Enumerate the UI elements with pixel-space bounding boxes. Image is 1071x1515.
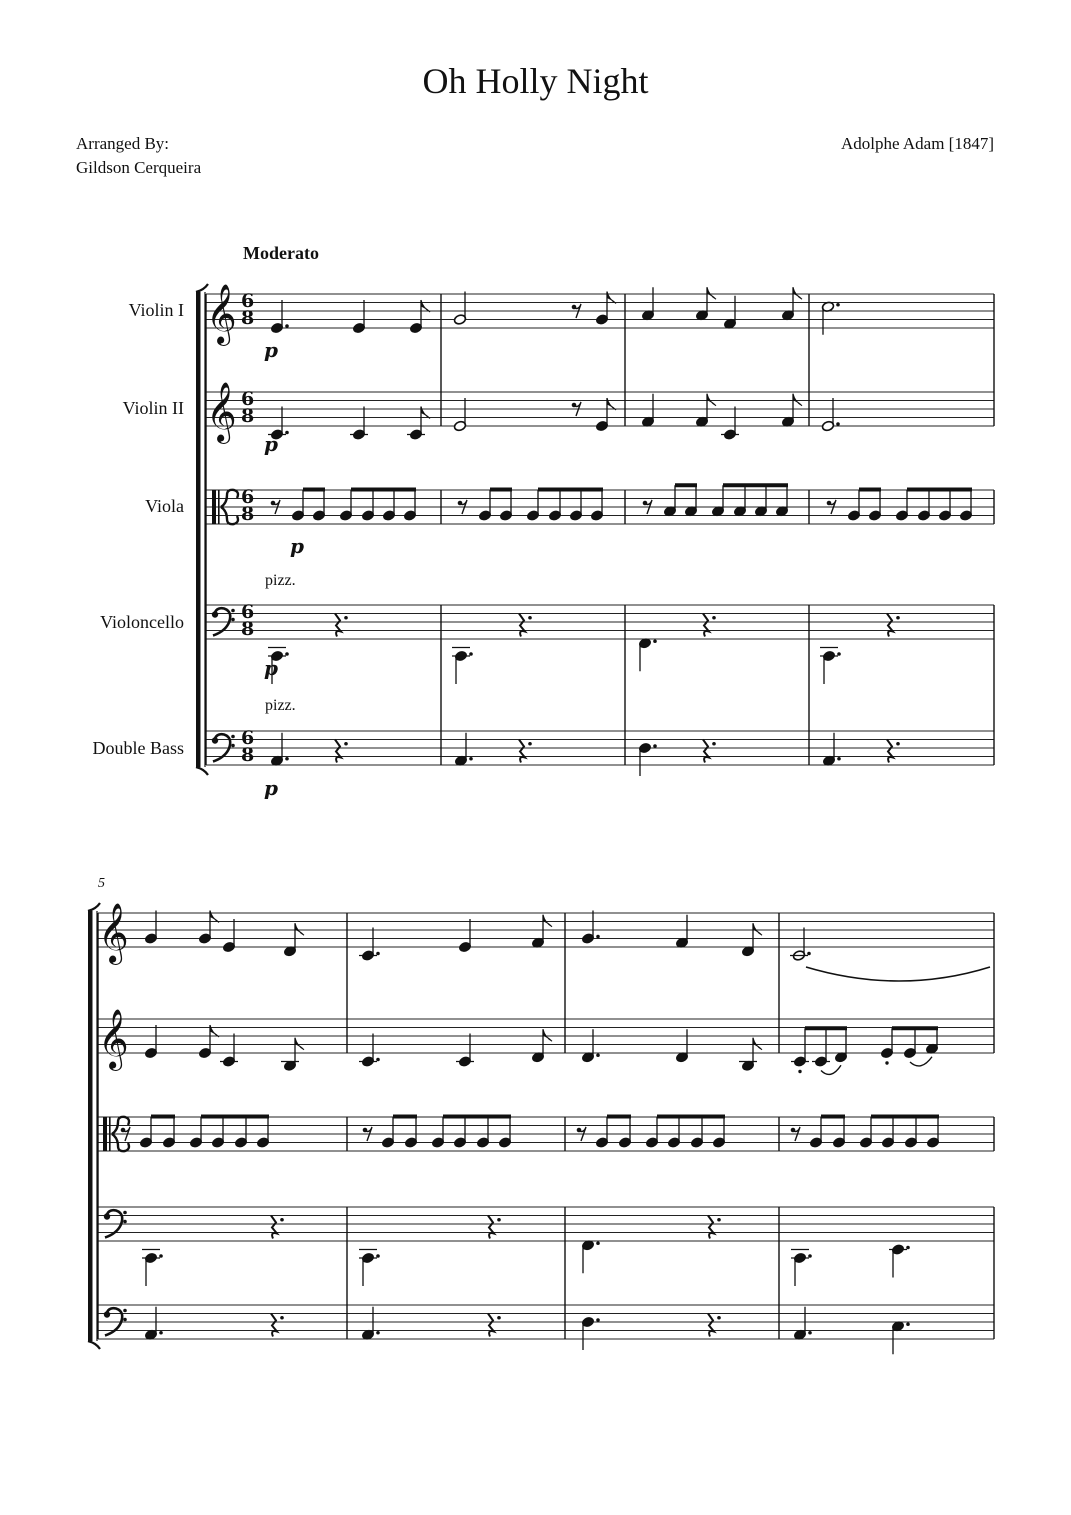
augmentation-dot bbox=[497, 1218, 501, 1222]
augmentation-dot bbox=[280, 1316, 284, 1320]
flag bbox=[793, 287, 802, 299]
flag bbox=[295, 1038, 304, 1050]
beam bbox=[351, 488, 416, 492]
augmentation-dot bbox=[837, 652, 841, 656]
score-title: Oh Holly Night bbox=[422, 61, 649, 101]
beam bbox=[907, 488, 972, 492]
time-signature: 6 bbox=[241, 486, 255, 508]
bass-clef bbox=[212, 611, 218, 617]
augmentation-dot bbox=[469, 757, 473, 761]
augmentation-dot bbox=[717, 1316, 721, 1320]
beam bbox=[805, 1026, 847, 1030]
augmentation-dot bbox=[596, 1318, 600, 1322]
system-bracket bbox=[88, 1341, 100, 1349]
beam bbox=[303, 488, 325, 492]
time-signature: 6 bbox=[241, 290, 255, 312]
bass-clef bbox=[212, 737, 218, 743]
pizz-marking-cello: pizz. bbox=[265, 572, 296, 589]
quarter-rest bbox=[271, 1314, 277, 1337]
augmentation-dot bbox=[807, 952, 811, 956]
beam bbox=[607, 1115, 631, 1119]
bass-clef bbox=[104, 1213, 110, 1219]
treble-clef: 𝄞 bbox=[98, 903, 129, 963]
beam bbox=[675, 483, 697, 487]
beam bbox=[443, 1115, 511, 1119]
quarter-rest bbox=[519, 614, 525, 637]
alto-clef bbox=[103, 1117, 107, 1151]
instrument-label-violoncello: Violoncello bbox=[100, 612, 184, 632]
time-signature: 6 bbox=[241, 727, 255, 749]
instrument-label-violin-2: Violin II bbox=[122, 398, 184, 418]
time-signature: 8 bbox=[241, 744, 255, 766]
system-bracket bbox=[88, 911, 93, 1341]
time-signature: 8 bbox=[241, 405, 255, 427]
augmentation-dot bbox=[344, 616, 348, 620]
measure-number: 5 bbox=[98, 876, 105, 891]
bass-clef bbox=[123, 1211, 127, 1215]
staccato bbox=[885, 1061, 888, 1064]
augmentation-dot bbox=[906, 1322, 910, 1326]
quarter-rest bbox=[335, 614, 341, 637]
staccato bbox=[798, 1070, 801, 1073]
augmentation-dot bbox=[653, 639, 657, 643]
arranged-by-label: Arranged By: bbox=[76, 134, 170, 153]
flag bbox=[793, 394, 802, 406]
quarter-rest bbox=[271, 1216, 277, 1239]
alto-clef bbox=[212, 490, 216, 524]
bass-clef bbox=[123, 1220, 127, 1224]
flag bbox=[421, 407, 430, 419]
augmentation-dot bbox=[596, 1241, 600, 1245]
augmentation-dot bbox=[596, 1053, 600, 1057]
system-bracket bbox=[196, 292, 201, 767]
quarter-rest bbox=[335, 740, 341, 763]
alto-clef bbox=[218, 490, 220, 524]
quarter-rest bbox=[708, 1216, 714, 1239]
quarter-rest bbox=[488, 1216, 494, 1239]
bass-clef bbox=[231, 618, 235, 622]
composer-credit: Adolphe Adam [1847] bbox=[841, 134, 994, 153]
dynamic-marking: p bbox=[290, 534, 304, 558]
slur bbox=[821, 1065, 841, 1074]
dynamic-marking: p bbox=[264, 432, 278, 456]
dynamic-marking: p bbox=[264, 776, 278, 800]
quarter-rest bbox=[519, 740, 525, 763]
augmentation-dot bbox=[285, 324, 289, 328]
instrument-label-double-bass: Double Bass bbox=[92, 738, 184, 758]
flag bbox=[295, 923, 304, 935]
augmentation-dot bbox=[280, 1218, 284, 1222]
augmentation-dot bbox=[712, 742, 716, 746]
treble-clef: 𝄞 bbox=[98, 1009, 129, 1069]
arranger-name: Gildson Cerqueira bbox=[76, 158, 202, 177]
quarter-rest bbox=[708, 1314, 714, 1337]
bass-clef bbox=[231, 735, 235, 739]
quarter-rest bbox=[887, 614, 893, 637]
flag bbox=[543, 915, 552, 927]
augmentation-dot bbox=[469, 652, 473, 656]
augmentation-dot bbox=[596, 935, 600, 939]
pizz-marking-bass: pizz. bbox=[265, 697, 296, 714]
time-signature: 8 bbox=[241, 618, 255, 640]
tempo-marking: Moderato bbox=[243, 243, 319, 263]
dynamic-marking: p bbox=[264, 656, 278, 680]
flag bbox=[421, 300, 430, 312]
augmentation-dot bbox=[528, 616, 532, 620]
quarter-rest bbox=[887, 740, 893, 763]
augmentation-dot bbox=[808, 1331, 812, 1335]
augmentation-dot bbox=[837, 757, 841, 761]
augmentation-dot bbox=[497, 1316, 501, 1320]
augmentation-dot bbox=[376, 1331, 380, 1335]
instrument-label-violin-1: Violin I bbox=[128, 300, 184, 320]
beam bbox=[657, 1115, 725, 1119]
flag bbox=[210, 1025, 219, 1037]
beam bbox=[821, 1115, 845, 1119]
augmentation-dot bbox=[712, 616, 716, 620]
augmentation-dot bbox=[376, 1058, 380, 1062]
flag bbox=[607, 398, 616, 410]
flag bbox=[210, 911, 219, 923]
beam bbox=[151, 1115, 175, 1119]
augmentation-dot bbox=[285, 431, 289, 435]
time-signature: 6 bbox=[241, 388, 255, 410]
beam bbox=[201, 1115, 269, 1119]
bass-clef bbox=[231, 744, 235, 748]
beam bbox=[538, 488, 603, 492]
time-signature: 8 bbox=[241, 307, 255, 329]
augmentation-dot bbox=[376, 952, 380, 956]
bass-clef bbox=[231, 609, 235, 613]
augmentation-dot bbox=[836, 303, 840, 307]
augmentation-dot bbox=[808, 1254, 812, 1258]
bass-clef bbox=[104, 1311, 110, 1317]
time-signature: 8 bbox=[241, 503, 255, 525]
flag bbox=[753, 1038, 762, 1050]
augmentation-dot bbox=[717, 1218, 721, 1222]
augmentation-dot bbox=[896, 742, 900, 746]
augmentation-dot bbox=[836, 422, 840, 426]
flag bbox=[707, 287, 716, 299]
augmentation-dot bbox=[159, 1254, 163, 1258]
treble-clef: 𝄞 bbox=[206, 382, 237, 442]
flag bbox=[753, 923, 762, 935]
augmentation-dot bbox=[285, 757, 289, 761]
time-signature: 6 bbox=[241, 601, 255, 623]
augmentation-dot bbox=[653, 744, 657, 748]
quarter-rest bbox=[703, 740, 709, 763]
beam bbox=[892, 1026, 938, 1030]
quarter-rest bbox=[488, 1314, 494, 1337]
bass-clef bbox=[123, 1318, 127, 1322]
beam bbox=[723, 483, 788, 487]
slur bbox=[910, 1057, 932, 1066]
augmentation-dot bbox=[376, 1254, 380, 1258]
beam bbox=[859, 488, 881, 492]
instrument-label-viola: Viola bbox=[145, 496, 184, 516]
augmentation-dot bbox=[285, 652, 289, 656]
treble-clef: 𝄞 bbox=[206, 284, 237, 344]
augmentation-dot bbox=[344, 742, 348, 746]
augmentation-dot bbox=[528, 742, 532, 746]
tie bbox=[806, 967, 990, 981]
augmentation-dot bbox=[906, 1246, 910, 1250]
flag bbox=[607, 292, 616, 304]
alto-clef bbox=[109, 1117, 111, 1151]
flag bbox=[707, 394, 716, 406]
bass-clef bbox=[123, 1309, 127, 1313]
augmentation-dot bbox=[896, 616, 900, 620]
quarter-rest bbox=[703, 614, 709, 637]
dynamic-marking: p bbox=[264, 338, 278, 362]
beam bbox=[490, 488, 512, 492]
augmentation-dot bbox=[159, 1331, 163, 1335]
beam bbox=[871, 1115, 939, 1119]
beam bbox=[393, 1115, 417, 1119]
flag bbox=[543, 1029, 552, 1041]
system-bracket bbox=[196, 767, 208, 775]
